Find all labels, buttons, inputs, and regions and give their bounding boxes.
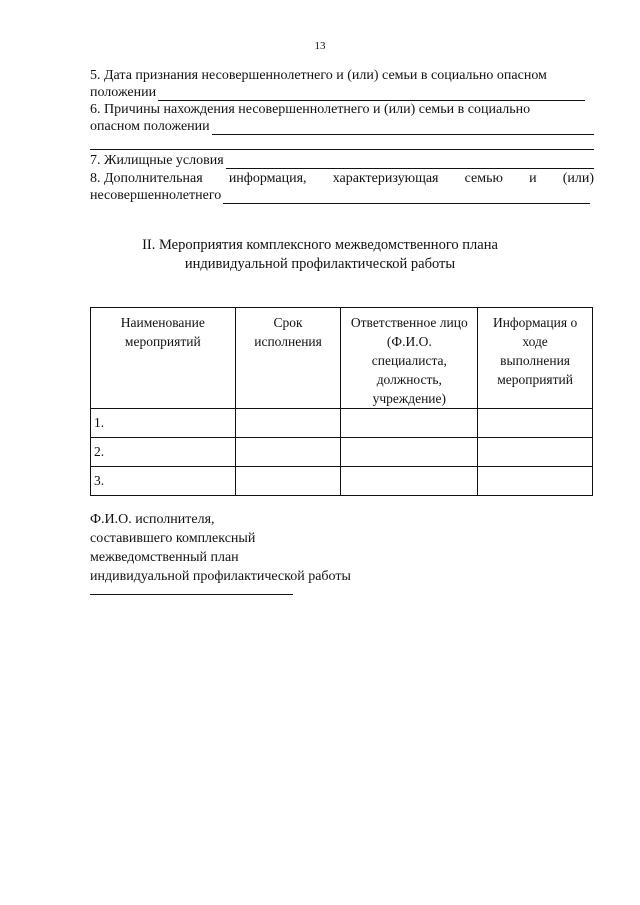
item-8-word: 8. Дополнительная: [90, 171, 203, 186]
item-8-word: характеризующая: [332, 171, 439, 186]
item-8-continuation: несовершеннолетнего: [90, 188, 222, 203]
item-8-line-1: [90, 170, 594, 187]
section-heading: [0, 236, 640, 274]
item-8-word: семью: [464, 171, 503, 186]
item-7-line: [90, 152, 594, 169]
item-8-word: (или): [562, 171, 594, 186]
table-cell[interactable]: [478, 438, 593, 467]
table-cell[interactable]: [341, 467, 478, 496]
table-cell[interactable]: [478, 467, 593, 496]
item-6-text: 6. Причины нахождения несовершеннолетнего и (или) семьи в социально: [90, 102, 531, 117]
header-responsible-person: Ответственное лицо (Ф.И.О. специалиста, должность, учреждение): [341, 308, 478, 409]
signature-blank-line[interactable]: [90, 594, 293, 595]
item-5-line-1: [90, 67, 594, 84]
item-8-line-2: [90, 187, 590, 204]
row-number-cell: 2.: [91, 438, 236, 467]
table-row: [91, 409, 593, 438]
signature-label-line: составившего комплексный: [90, 531, 256, 546]
item-6-line-1: [90, 101, 594, 118]
item-5-text: 5. Дата признания несовершеннолетнего и (или) семьи в социально опасном: [90, 68, 547, 83]
row-number-cell: 3.: [91, 467, 236, 496]
item-5-continuation: положении: [90, 85, 157, 100]
header-deadline: Срок исполнения: [235, 308, 341, 409]
table-row: [91, 438, 593, 467]
table-cell[interactable]: [235, 438, 341, 467]
item-6: [90, 101, 594, 150]
table-cell[interactable]: [235, 409, 341, 438]
signature-label-line: Ф.И.О. исполнителя,: [90, 512, 215, 527]
item-7-label: 7. Жилищные условия: [90, 153, 224, 168]
signature-label-line: индивидуальной профилактической работы: [90, 569, 351, 584]
signature-label-line: межведомственный план: [90, 550, 239, 565]
item-6-blank-line-2[interactable]: [90, 135, 594, 150]
item-7-blank-line[interactable]: [226, 156, 594, 169]
table-cell[interactable]: [478, 409, 593, 438]
item-6-line-2: [90, 118, 594, 135]
table-row: [91, 467, 593, 496]
item-5-line-2: [90, 84, 585, 101]
page-number: 13: [314, 40, 326, 52]
item-5-blank-line[interactable]: [158, 88, 585, 101]
table-cell[interactable]: [341, 409, 478, 438]
item-8-blank-line[interactable]: [223, 191, 590, 204]
row-number-cell: 1.: [91, 409, 236, 438]
item-7: [90, 152, 594, 169]
table-cell[interactable]: [235, 467, 341, 496]
item-6-blank-line[interactable]: [212, 122, 594, 135]
item-8: [90, 170, 594, 204]
header-progress-info: Информация о ходе выполнения мероприятий: [478, 308, 593, 409]
section-title-line-2: индивидуальной профилактической работы: [184, 256, 456, 272]
item-5: [90, 67, 594, 101]
section-title-line-1: II. Мероприятия комплексного межведомственного плана: [142, 237, 498, 253]
item-6-continuation: опасном положении: [90, 119, 210, 134]
table-cell[interactable]: [341, 438, 478, 467]
item-8-word: и: [529, 171, 537, 186]
header-activity-name: Наименование мероприятий: [91, 308, 236, 409]
item-8-word: информация,: [228, 171, 307, 186]
table-header-row: [91, 308, 593, 409]
activities-table: [90, 307, 593, 496]
signature-block: [90, 510, 351, 586]
